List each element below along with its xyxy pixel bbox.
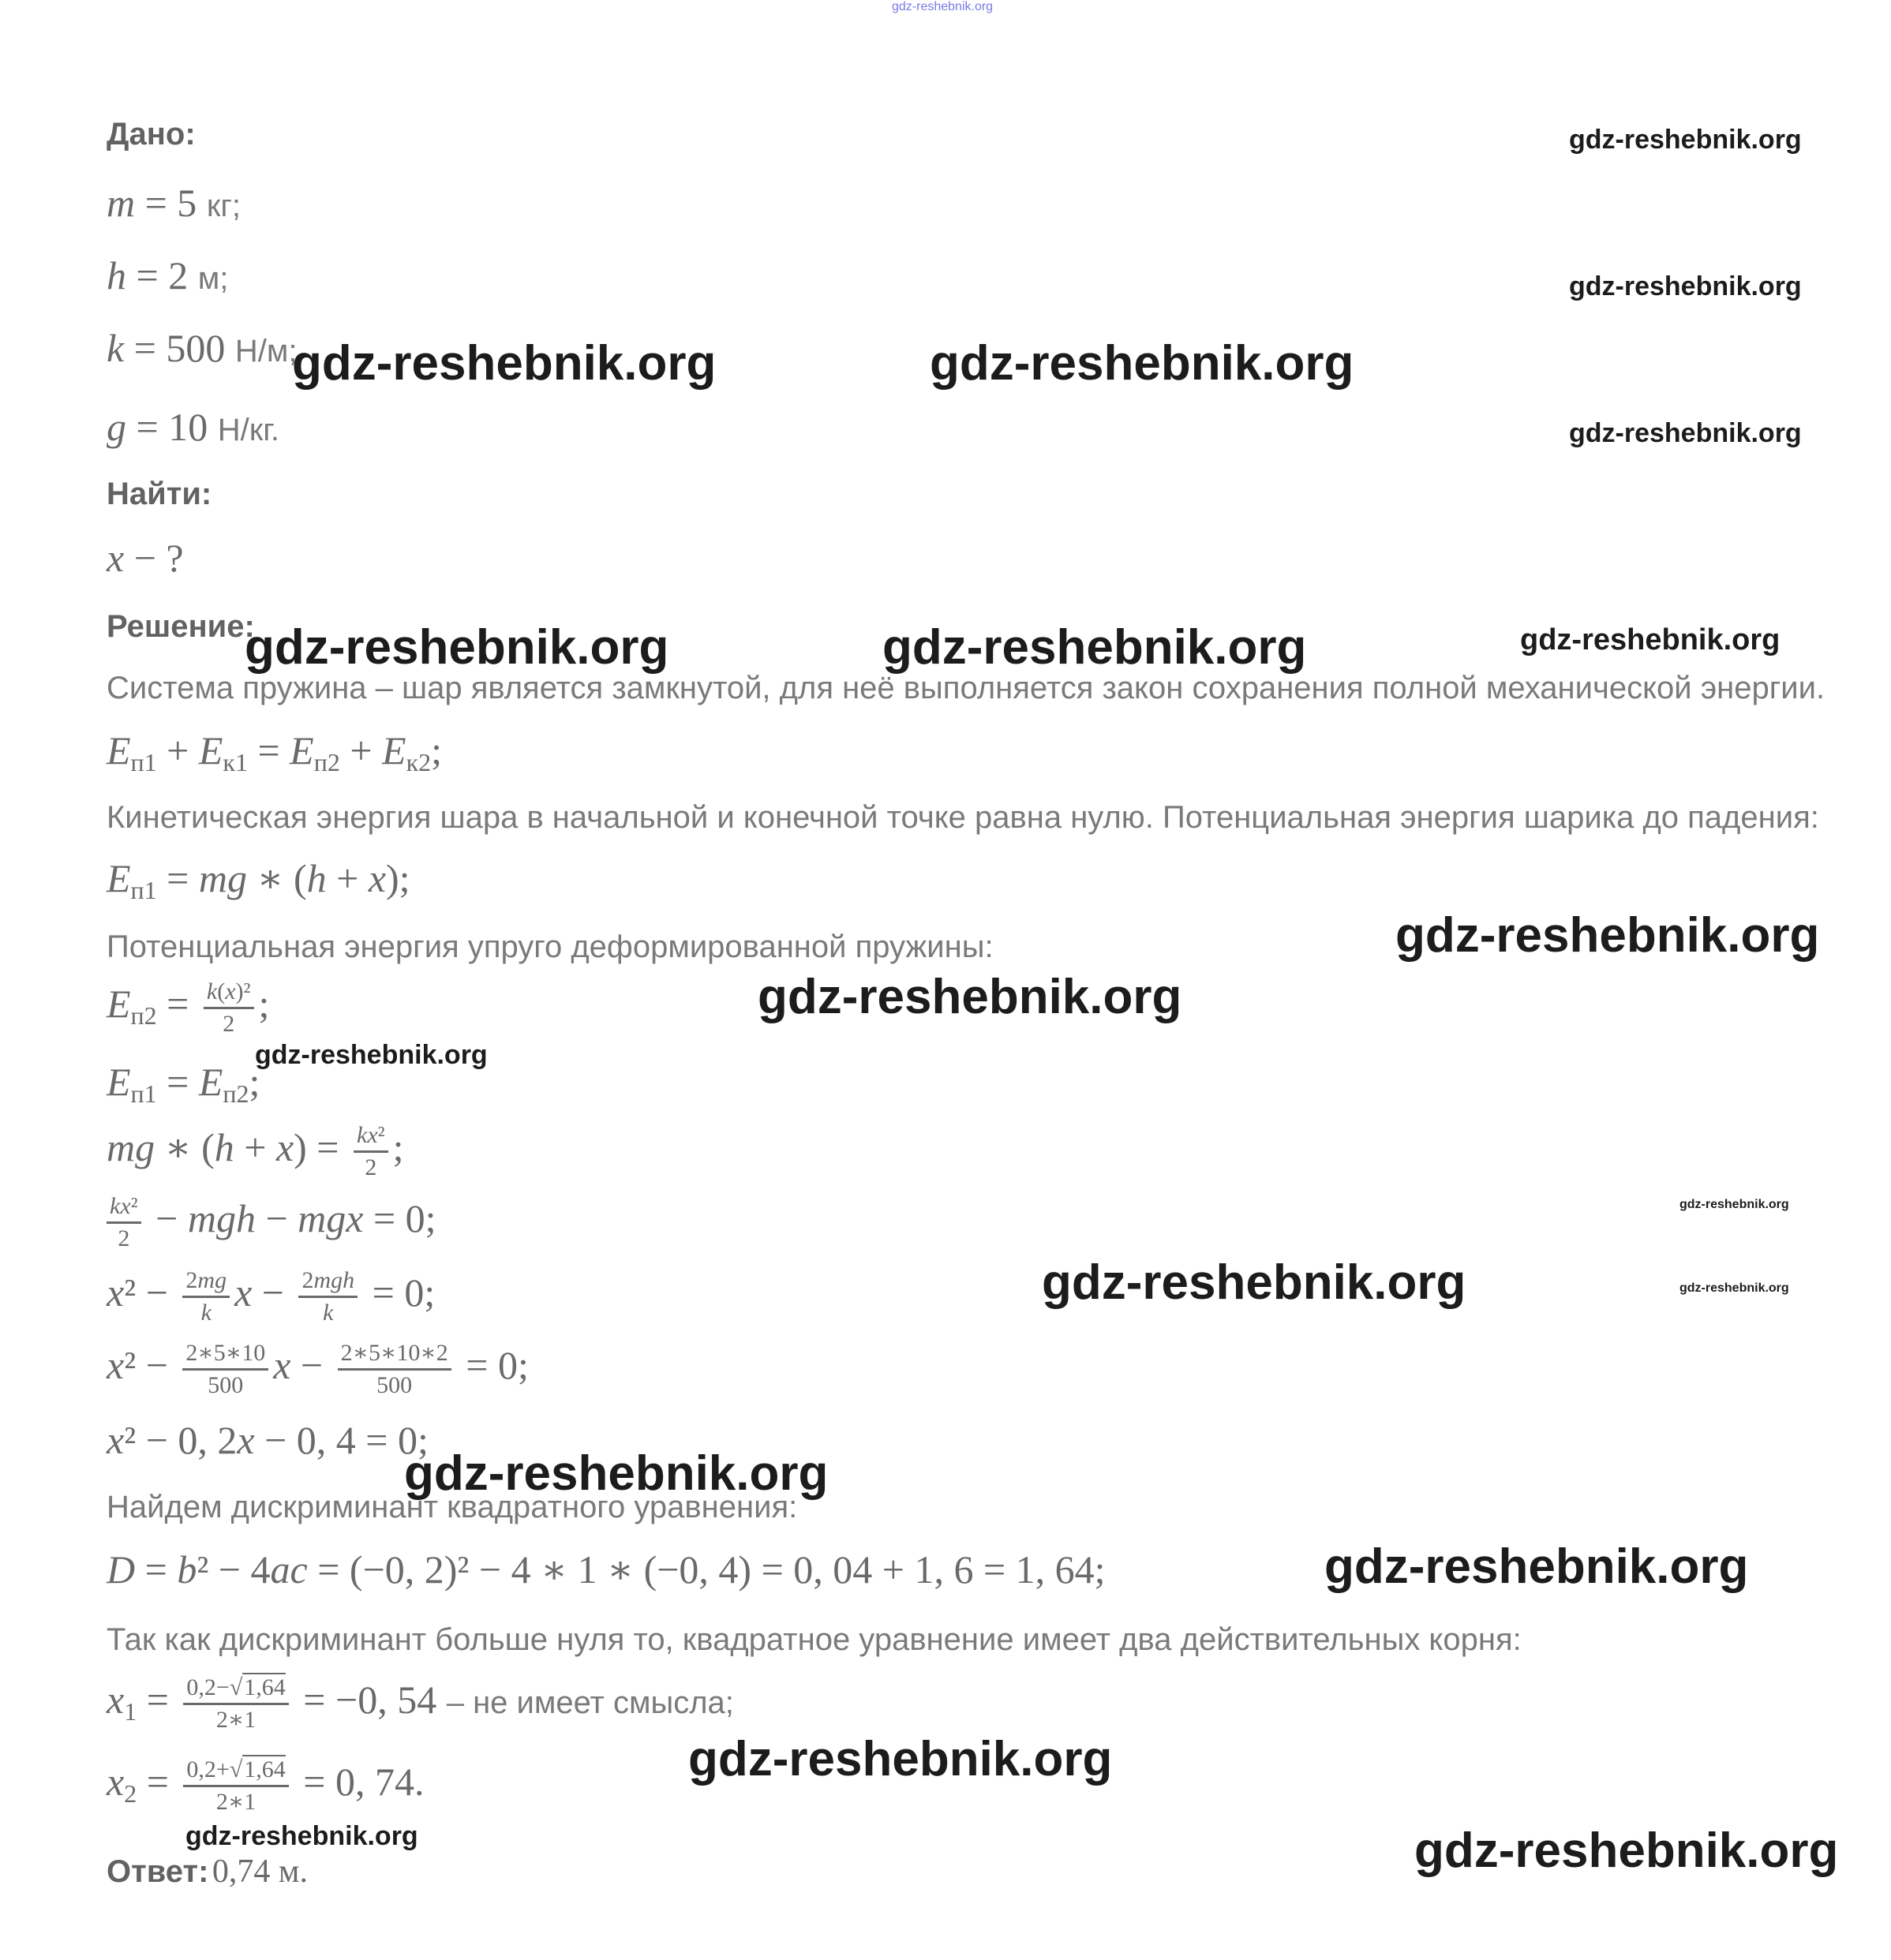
find-value: x − ? [107, 536, 184, 580]
watermark: gdz-reshebnik.org [1569, 418, 1802, 448]
watermark: gdz-reshebnik.org [1520, 623, 1781, 656]
answer-label: Ответ: [107, 1854, 209, 1889]
x1-note: – не имеет смысла; [446, 1685, 734, 1720]
text-system: Система пружина – шар является замкнутой, для неё выполняется закон сохранения полной механической энергии. [107, 671, 1825, 705]
watermark: gdz-reshebnik.org [1324, 1539, 1749, 1594]
watermark: gdz-reshebnik.org [292, 336, 717, 391]
watermark: gdz-reshebnik.org [1569, 125, 1802, 155]
equation-quadratic-final: x² − 0, 2x − 0, 4 = 0; [107, 1418, 429, 1462]
text-spring: Потенциальная энергия упруго деформированной пружины: [107, 930, 994, 964]
watermark: gdz-reshebnik.org [255, 1040, 488, 1070]
equation-quadratic-numbers: x² − $\frac{2∗5∗10}{500}$ x − $\frac{2∗5∗10∗2}{500}$ = 0; [107, 1340, 529, 1398]
text-discriminant: Найдем дискриминант квадратного уравнения: [107, 1490, 798, 1524]
watermark: gdz-reshebnik.org [688, 1732, 1113, 1786]
given-height: h = 2 м; [107, 253, 229, 297]
answer-value: 0,74 м. [212, 1853, 308, 1890]
solution-label: Решение: [107, 609, 255, 644]
equation-root-x1: $x_1$ = $\frac{0,2-√1,64}{2∗1}$ = −0, 54 – не имеет смысла; [107, 1674, 734, 1733]
watermark: gdz-reshebnik.org [1042, 1255, 1466, 1310]
watermark: gdz-reshebnik.org [1414, 1823, 1839, 1878]
watermark: gdz-reshebnik.org [758, 970, 1182, 1024]
watermark: gdz-reshebnik.org [185, 1821, 418, 1851]
equation-energy-conservation: $E_{п1} + E_{к1} = E_{п2} + E_{к2}$; [107, 728, 443, 776]
watermark: gdz-reshebnik.org [245, 620, 669, 675]
watermark: gdz-reshebnik.org [404, 1446, 829, 1501]
watermark: gdz-reshebnik.org [1679, 1281, 1789, 1295]
equation-quadratic-general: x² − $\frac{2mg}{k}$ x − $\frac{\text{2mgh}}{k}$ = 0; [107, 1267, 436, 1326]
watermark: gdz-reshebnik.org [1395, 908, 1820, 963]
given-label: Дано: [107, 117, 196, 151]
watermark: gdz-reshebnik.org [930, 336, 1354, 391]
text-kinetic: Кинетическая энергия шара в начальной и конечной точке равна нулю. Потенциальная энергия шарика до падения: [107, 800, 1819, 835]
given-mass: m = 5 кг; [107, 181, 242, 225]
equation-root-x2: $x_2$ = $\frac{0,2+√1,64}{2∗1}$ = 0, 74. [107, 1756, 425, 1815]
equation-discriminant: D = b² − 4ac = (−0, 2)² − 4 ∗ 1 ∗ (−0, 4) = 0, 04 + 1, 6 = 1, 64; [107, 1547, 1106, 1592]
text-two-roots: Так как дискриминант больше нуля то, квадратное уравнение имеет два действительных корня: [107, 1622, 1522, 1657]
watermark: gdz-reshebnik.org [892, 0, 994, 13]
answer [107, 1853, 308, 1891]
watermark: gdz-reshebnik.org [882, 620, 1307, 675]
given-gravity: g = 10 Н/кг. [107, 405, 280, 449]
equation-mg-kx: mg ∗ (h + x) = $\frac{\text{kx²}}{2}$ ; [107, 1122, 404, 1180]
watermark: gdz-reshebnik.org [1679, 1198, 1789, 1211]
equation-potential-ball: $E_{п1}$ = mg ∗ (h + x); [107, 856, 410, 904]
find-label: Найти: [107, 477, 212, 511]
given-stiffness: k = 500 Н/м; [107, 326, 298, 370]
equation-rearranged: $\frac{\text{kx²}}{2}$ − mgh − mgx = 0; [107, 1191, 436, 1254]
equation-energy-equal: $E_{п1} = E_{п2}$; [107, 1060, 260, 1108]
watermark: gdz-reshebnik.org [1569, 271, 1802, 301]
equation-spring-energy: $E_{п2}$ = $\frac{\text{k(x)²}}{2}$ ; [107, 978, 270, 1037]
